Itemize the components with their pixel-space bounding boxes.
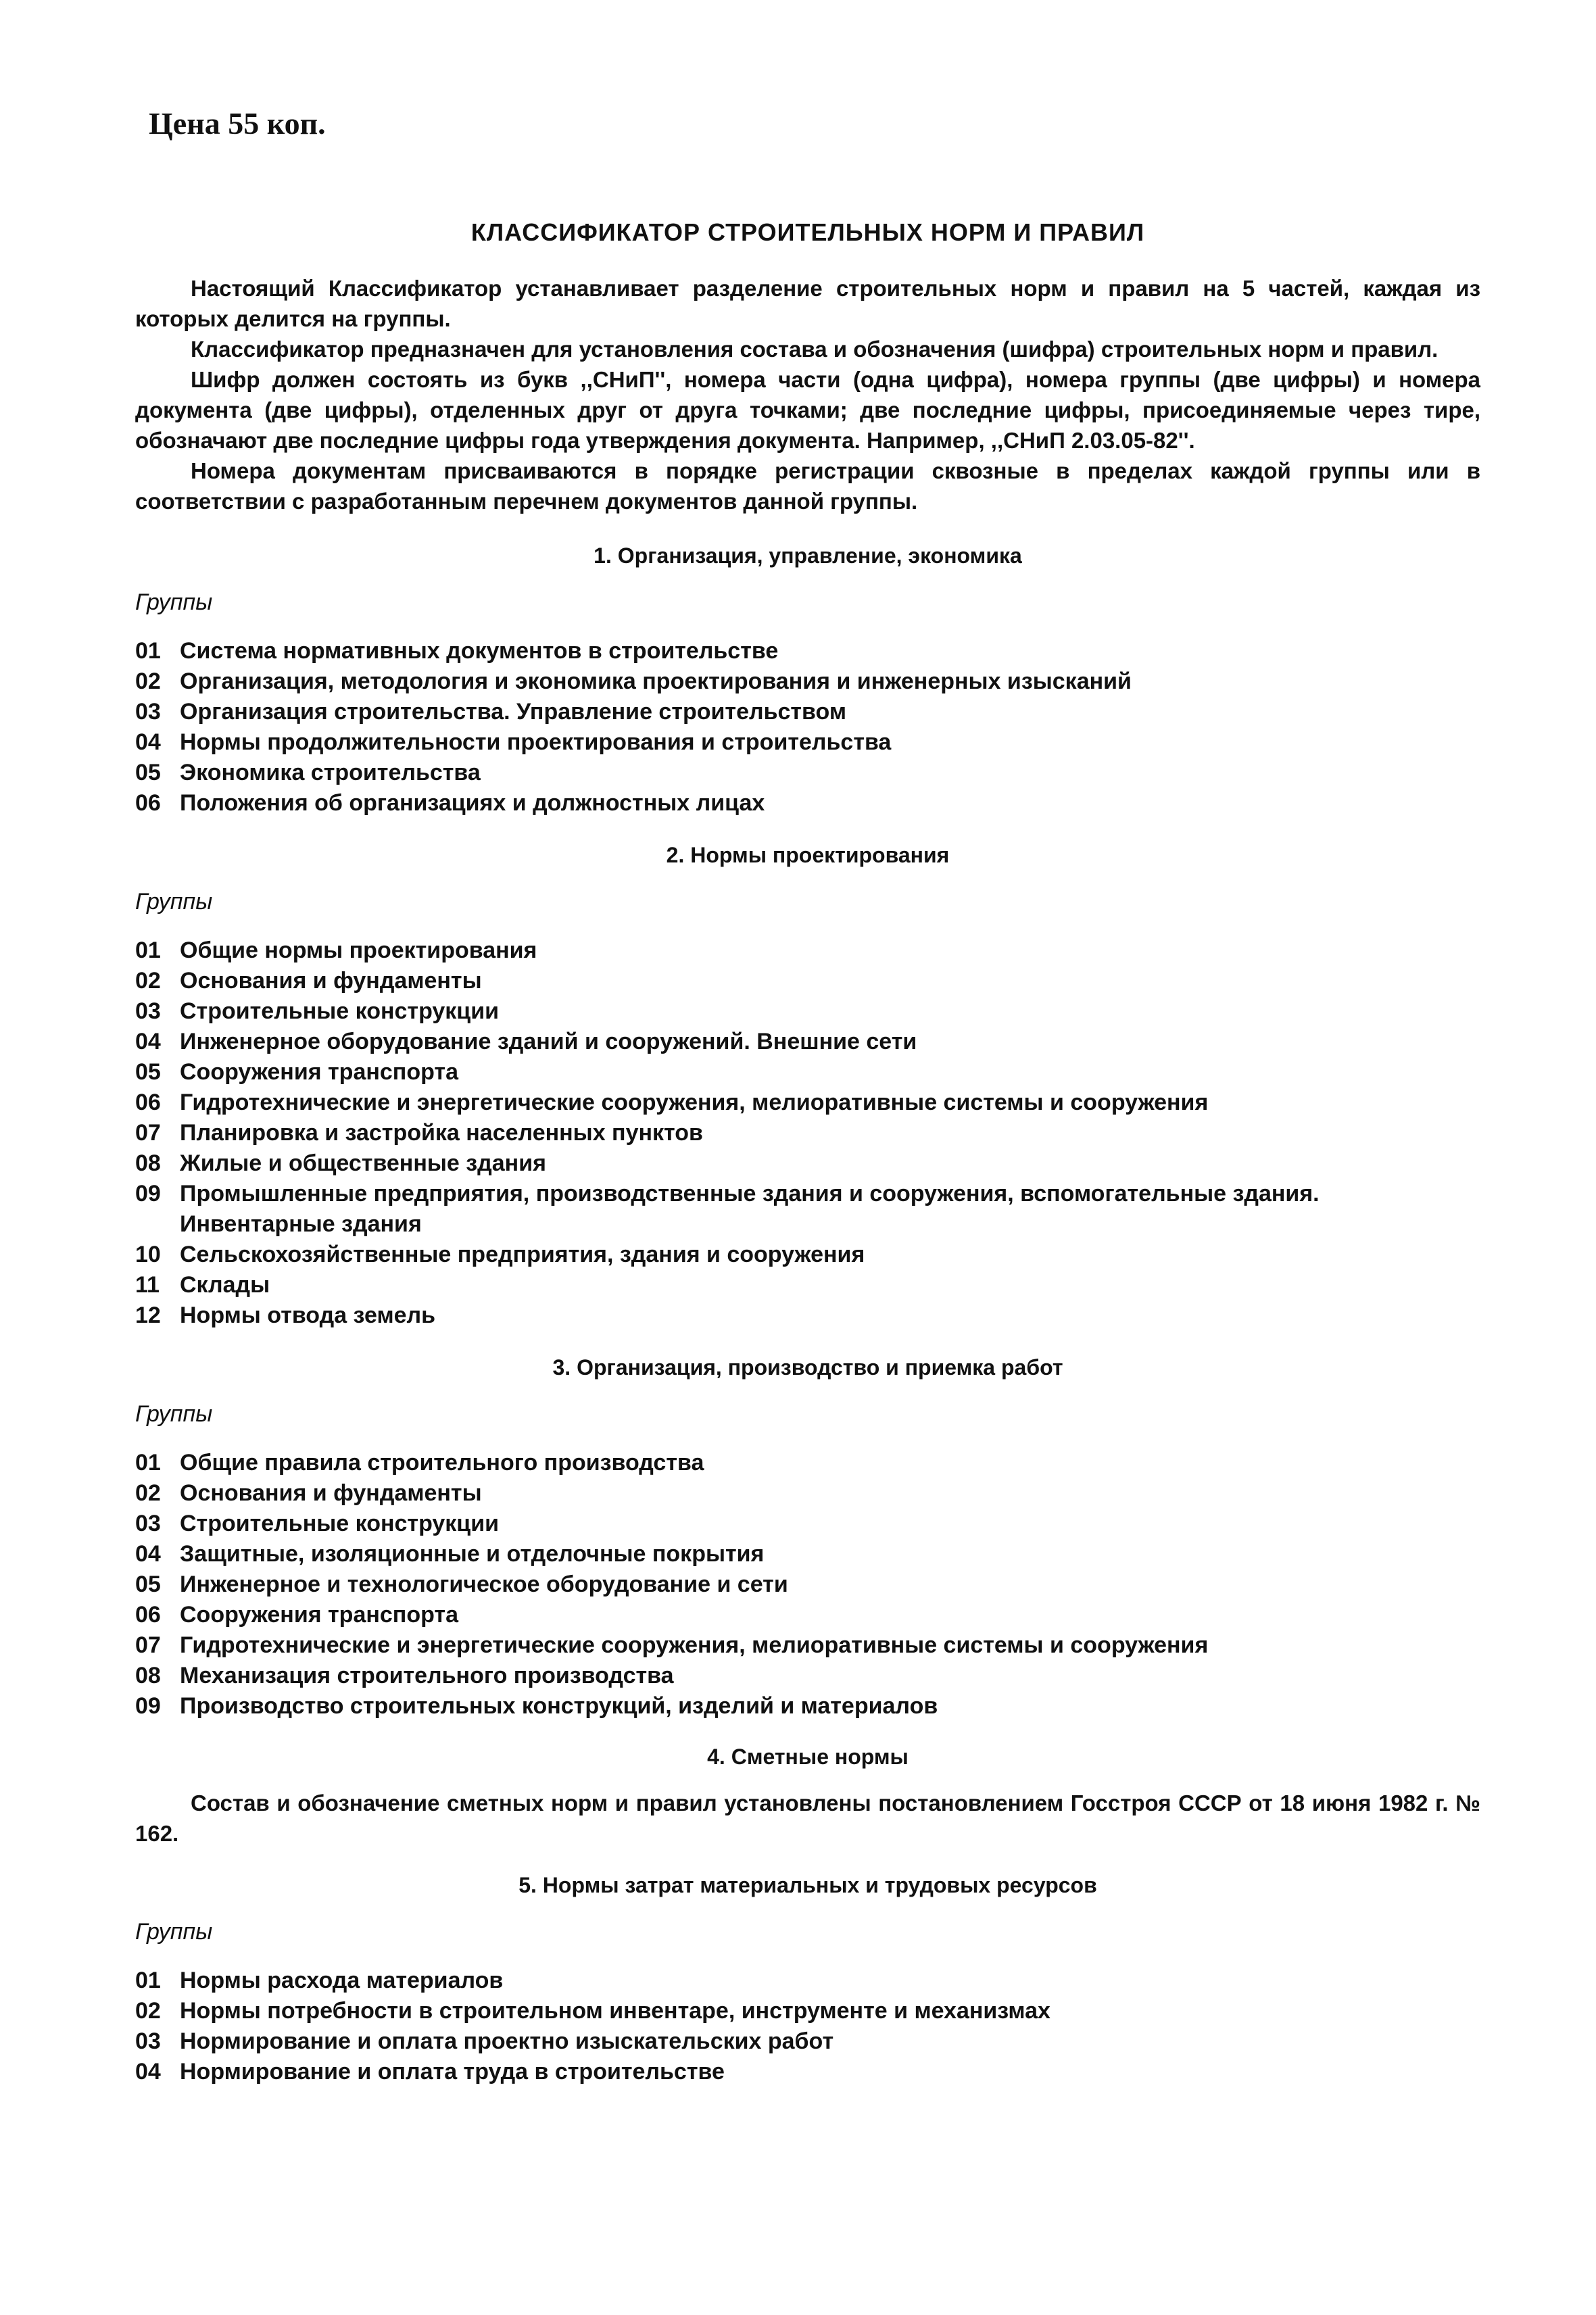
group-code: 04	[135, 1029, 161, 1054]
section-2	[135, 844, 1480, 1331]
group-title: Основания и фундаменты	[180, 968, 482, 994]
group-title: Система нормативных документов в строительстве	[180, 638, 779, 664]
group-title: Нормирование и оплата труда в строительстве	[180, 2059, 725, 2085]
list-item	[135, 2026, 1480, 2057]
group-code: 02	[135, 1480, 161, 1506]
intro-paragraph: Классификатор предназначен для установления состава и обозначения (шифра) строительных норм и правил.	[191, 337, 1438, 362]
intro-paragraph: Шифр должен состоять из букв ,,СНиП'', номера части (одна цифра), номера группы (две цифры) и номера документа (две цифры), отделенных друг от друга точками; две последние цифры, присоединяемые через тире, обозначают две последние цифры года утверждения документа. Например, ,,СНиП 2.03.05-82''.	[135, 367, 1480, 453]
section-5	[135, 1874, 1480, 2087]
group-code: 09	[135, 1693, 161, 1719]
list-item	[135, 1966, 1480, 1996]
group-title: Промышленные предприятия, производственные здания и сооружения, вспомогательные здания. Инвентарные здания	[180, 1181, 1320, 1237]
section-heading: 3. Организация, производство и приемка работ	[552, 1355, 1063, 1380]
list-item	[135, 935, 1480, 966]
list-item	[135, 1179, 1480, 1240]
group-title: Организация, методология и экономика проектирования и инженерных изысканий	[180, 668, 1132, 694]
group-title: Механизация строительного производства	[180, 1663, 674, 1688]
list-item	[135, 1300, 1480, 1331]
list-item	[135, 1478, 1480, 1509]
list-item	[135, 1996, 1480, 2026]
group-code: 06	[135, 790, 161, 816]
section-4	[135, 1746, 1480, 1849]
group-title: Строительные конструкции	[180, 998, 500, 1024]
list-item	[135, 666, 1480, 697]
group-title: Гидротехнические и энергетические сооружения, мелиоративные системы и сооружения	[180, 1090, 1209, 1115]
list-item	[135, 1057, 1480, 1088]
section-heading: 2. Нормы проектирования	[666, 843, 950, 867]
group-list	[135, 636, 1480, 819]
list-item	[135, 1691, 1480, 1722]
group-title: Строительные конструкции	[180, 1511, 500, 1536]
group-code: 01	[135, 1450, 161, 1476]
group-code: 08	[135, 1663, 161, 1688]
group-code: 09	[135, 1181, 161, 1207]
group-code: 06	[135, 1090, 161, 1115]
group-title: Общие нормы проектирования	[180, 937, 537, 963]
group-list	[135, 935, 1480, 1331]
group-code: 12	[135, 1302, 161, 1328]
group-title: Основания и фундаменты	[180, 1480, 482, 1506]
list-item	[135, 788, 1480, 819]
group-code: 11	[135, 1272, 160, 1298]
list-item	[135, 1118, 1480, 1148]
group-title: Склады	[180, 1272, 270, 1298]
group-title: Экономика строительства	[180, 760, 481, 785]
group-title: Инженерное и технологическое оборудование и сети	[180, 1571, 788, 1597]
list-item	[135, 1569, 1480, 1600]
group-code: 04	[135, 729, 161, 755]
section-heading: 4. Сметные нормы	[707, 1745, 909, 1769]
list-item	[135, 1509, 1480, 1539]
group-title: Производство строительных конструкций, изделий и материалов	[180, 1693, 938, 1719]
group-title: Нормы потребности в строительном инвентаре, инструменте и механизмах	[180, 1998, 1050, 2024]
group-code: 01	[135, 937, 161, 963]
group-title: Нормы расхода материалов	[180, 1968, 504, 1993]
list-item	[135, 1539, 1480, 1569]
group-code: 07	[135, 1632, 161, 1658]
group-code: 06	[135, 1602, 161, 1628]
section-1	[135, 545, 1480, 819]
section-3	[135, 1357, 1480, 1722]
group-code: 02	[135, 1998, 161, 2024]
group-code: 02	[135, 968, 161, 994]
list-item	[135, 996, 1480, 1027]
intro-paragraph: Настоящий Классификатор устанавливает разделение строительных норм и правил на 5 частей, каждая из которых делится на группы.	[135, 276, 1480, 331]
list-item	[135, 758, 1480, 788]
group-code: 04	[135, 1541, 161, 1567]
group-title: Инженерное оборудование зданий и сооружений. Внешние сети	[180, 1029, 917, 1054]
groups-label: Группы	[135, 1401, 213, 1427]
list-item	[135, 697, 1480, 727]
group-code: 03	[135, 699, 161, 725]
list-item	[135, 1240, 1480, 1270]
group-list	[135, 1448, 1480, 1722]
document-title: КЛАССИФИКАТОР СТРОИТЕЛЬНЫХ НОРМ И ПРАВИЛ	[470, 218, 1145, 246]
list-item	[135, 2057, 1480, 2087]
group-title: Сооружения транспорта	[180, 1059, 458, 1085]
group-title: Нормы отвода земель	[180, 1302, 436, 1328]
groups-label: Группы	[135, 1919, 213, 1945]
group-title: Положения об организациях и должностных лицах	[180, 790, 765, 816]
intro-text	[135, 273, 1480, 516]
group-code: 03	[135, 1511, 161, 1536]
document-page	[135, 108, 1480, 2087]
price-label: Цена 55 коп.	[149, 106, 326, 141]
group-title: Гидротехнические и энергетические сооружения, мелиоративные системы и сооружения	[180, 1632, 1209, 1658]
group-title: Организация строительства. Управление строительством	[180, 699, 846, 725]
group-title: Нормирование и оплата проектно изыскательских работ	[180, 2028, 834, 2054]
intro-paragraph: Номера документам присваиваются в порядке регистрации сквозные в пределах каждой группы или в соответствии с разработанным перечнем документов данной группы.	[135, 458, 1480, 514]
list-item	[135, 1600, 1480, 1630]
group-list	[135, 1966, 1480, 2087]
group-code: 03	[135, 2028, 161, 2054]
group-code: 05	[135, 1059, 161, 1085]
group-title: Сооружения транспорта	[180, 1602, 458, 1628]
list-item	[135, 1661, 1480, 1691]
group-code: 07	[135, 1120, 161, 1146]
list-item	[135, 1088, 1480, 1118]
groups-label: Группы	[135, 589, 213, 615]
group-code: 01	[135, 1968, 161, 1993]
list-item	[135, 1148, 1480, 1179]
group-title: Защитные, изоляционные и отделочные покрытия	[180, 1541, 765, 1567]
group-code: 10	[135, 1242, 161, 1267]
group-code: 03	[135, 998, 161, 1024]
section-heading: 5. Нормы затрат материальных и трудовых ресурсов	[518, 1873, 1097, 1897]
group-code: 04	[135, 2059, 161, 2085]
group-code: 05	[135, 760, 161, 785]
list-item	[135, 966, 1480, 996]
group-title: Сельскохозяйственные предприятия, здания и сооружения	[180, 1242, 865, 1267]
group-code: 08	[135, 1150, 161, 1176]
group-title: Общие правила строительного производства	[180, 1450, 704, 1476]
list-item	[135, 1448, 1480, 1478]
group-code: 05	[135, 1571, 161, 1597]
group-title: Жилые и общественные здания	[180, 1150, 546, 1176]
group-title: Нормы продолжительности проектирования и строительства	[180, 729, 892, 755]
groups-label: Группы	[135, 889, 213, 915]
group-code: 01	[135, 638, 161, 664]
list-item	[135, 727, 1480, 758]
list-item	[135, 1027, 1480, 1057]
section-heading: 1. Организация, управление, экономика	[594, 543, 1022, 568]
group-title: Планировка и застройка населенных пунктов	[180, 1120, 703, 1146]
list-item	[135, 1630, 1480, 1661]
list-item	[135, 1270, 1480, 1300]
group-code: 02	[135, 668, 161, 694]
section-text: Состав и обозначение сметных норм и правил установлены постановлением Госстроя СССР от 18 июня 1982 г. № 162.	[135, 1790, 1480, 1846]
list-item	[135, 636, 1480, 666]
